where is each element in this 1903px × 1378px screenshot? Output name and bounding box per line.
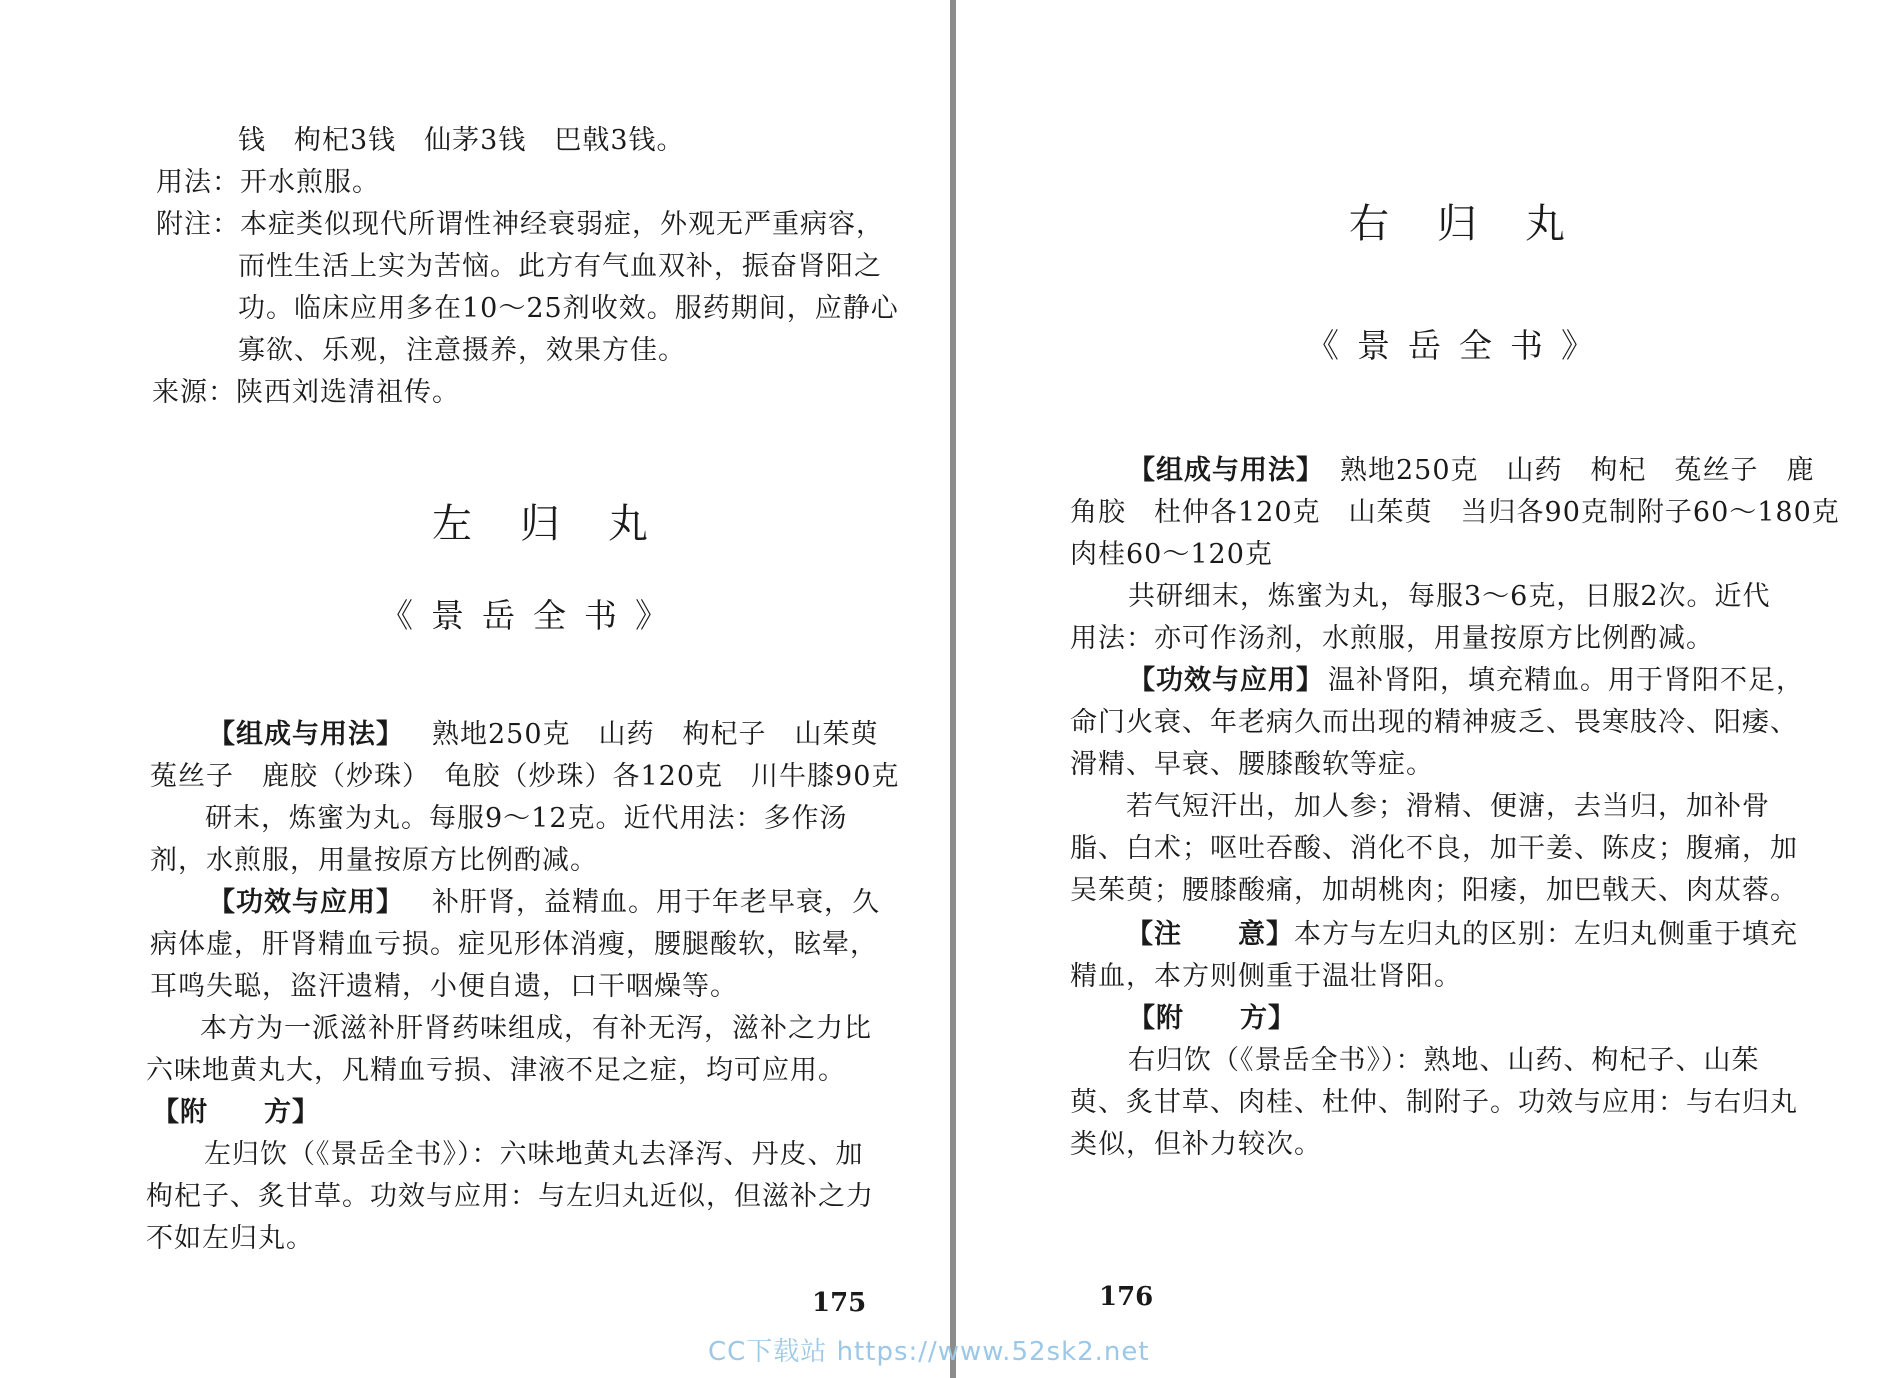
right-page xyxy=(956,0,1903,1378)
text-line: 左归饮（《景岳全书》）：六味地黄丸去泽泻、丹皮、加 xyxy=(204,1139,864,1170)
text-line: 不如左归丸。 xyxy=(146,1223,314,1254)
text-line: 类似，但补力较次。 xyxy=(1070,1129,1322,1160)
text-line: 耳鸣失聪，盗汗遗精，小便自遗，口干咽燥等。 xyxy=(150,971,738,1002)
text-line: 吴茱萸；腰膝酸痛，加胡桃肉；阳痿，加巴戟天、肉苁蓉。 xyxy=(1070,875,1798,906)
text-line: 右归饮（《景岳全书》）：熟地、山药、枸杞子、山茱 xyxy=(1128,1045,1760,1076)
text-line: 用法：亦可作汤剂，水煎服，用量按原方比例酌减。 xyxy=(1070,623,1714,654)
text-line: 萸、炙甘草、肉桂、杜仲、制附子。功效与应用：与右归丸 xyxy=(1070,1087,1798,1118)
text-line: 补肝肾，益精血。用于年老早衰，久 xyxy=(432,887,880,918)
text-line: 而性生活上实为苦恼。此方有气血双补，振奋肾阳之 xyxy=(238,251,882,282)
section-heading: 【功效与应用】 xyxy=(1128,665,1324,696)
section-heading: 【注 意】 xyxy=(1126,919,1294,950)
text-line: 共研细末，炼蜜为丸，每服3～6克，日服2次。近代 xyxy=(1128,581,1771,612)
source-title: 《景岳全书》 xyxy=(380,596,686,635)
text-line: 菟丝子 鹿胶（炒珠） 龟胶（炒珠）各120克 川牛膝90克 xyxy=(150,761,900,792)
text-line: 滑精、早衰、腰膝酸软等症。 xyxy=(1070,749,1434,780)
text-line: 肉桂60～120克 xyxy=(1070,539,1273,570)
text-line: 精血，本方则侧重于温壮肾阳。 xyxy=(1070,961,1462,992)
text-line: 本方与左归丸的区别：左归丸侧重于填充 xyxy=(1294,919,1798,950)
section-heading: 【附 方】 xyxy=(152,1097,320,1128)
text-line: 功。临床应用多在10～25剂收效。服药期间，应静心 xyxy=(238,293,899,324)
section-heading: 【功效与应用】 xyxy=(208,887,404,918)
text-line: 本方为一派滋补肝肾药味组成，有补无泻，滋补之力比 xyxy=(200,1013,872,1044)
text-line: 脂、白术；呕吐吞酸、消化不良，加干姜、陈皮；腹痛，加 xyxy=(1070,833,1798,864)
text-line: 病体虚，肝肾精血亏损。症见形体消瘦，腰腿酸软，眩晕， xyxy=(150,929,878,960)
text-line: 来源：陕西刘选清祖传。 xyxy=(152,377,460,408)
left-page xyxy=(0,0,950,1378)
section-heading: 【组成与用法】 xyxy=(208,719,404,750)
text-line: 角胶 杜仲各120克 山茱萸 当归各90克制附子60～180克 xyxy=(1070,497,1840,528)
formula-title: 右归丸 xyxy=(1349,201,1613,247)
text-line: 枸杞子、炙甘草。功效与应用：与左归丸近似，但滋补之力 xyxy=(146,1181,874,1212)
text-line: 熟地250克 山药 枸杞 菟丝子 鹿 xyxy=(1340,455,1815,486)
text-line: 用法：开水煎服。 xyxy=(156,167,380,198)
section-heading: 【附 方】 xyxy=(1128,1003,1296,1034)
text-line: 六味地黄丸大，凡精血亏损、津液不足之症，均可应用。 xyxy=(146,1055,846,1086)
text-line: 命门火衰、年老病久而出现的精神疲乏、畏寒肢冷、阳痿、 xyxy=(1070,707,1798,738)
text-line: 温补肾阳，填充精血。用于肾阳不足， xyxy=(1328,665,1804,696)
page-number: 176 xyxy=(1099,1282,1154,1312)
section-heading: 【组成与用法】 xyxy=(1128,455,1324,486)
watermark: CC下载站 https://www.52sk2.net xyxy=(708,1337,1150,1367)
text-line: 熟地250克 山药 枸杞子 山茱萸 xyxy=(432,719,879,750)
text-line: 附注：本症类似现代所谓性神经衰弱症，外观无严重病容， xyxy=(156,209,884,240)
text-line: 寡欲、乐观，注意摄养，效果方佳。 xyxy=(238,335,686,366)
text-line: 钱 枸杞3钱 仙茅3钱 巴戟3钱。 xyxy=(238,125,685,156)
source-title: 《景岳全书》 xyxy=(1306,326,1612,365)
text-line: 研末，炼蜜为丸。每服9～12克。近代用法：多作汤 xyxy=(205,803,848,834)
text-line: 若气短汗出，加人参；滑精、便溏，去当归，加补骨 xyxy=(1126,791,1770,822)
page-number: 175 xyxy=(812,1288,867,1318)
text-line: 剂，水煎服，用量按原方比例酌减。 xyxy=(150,845,598,876)
formula-title: 左归丸 xyxy=(432,501,696,547)
